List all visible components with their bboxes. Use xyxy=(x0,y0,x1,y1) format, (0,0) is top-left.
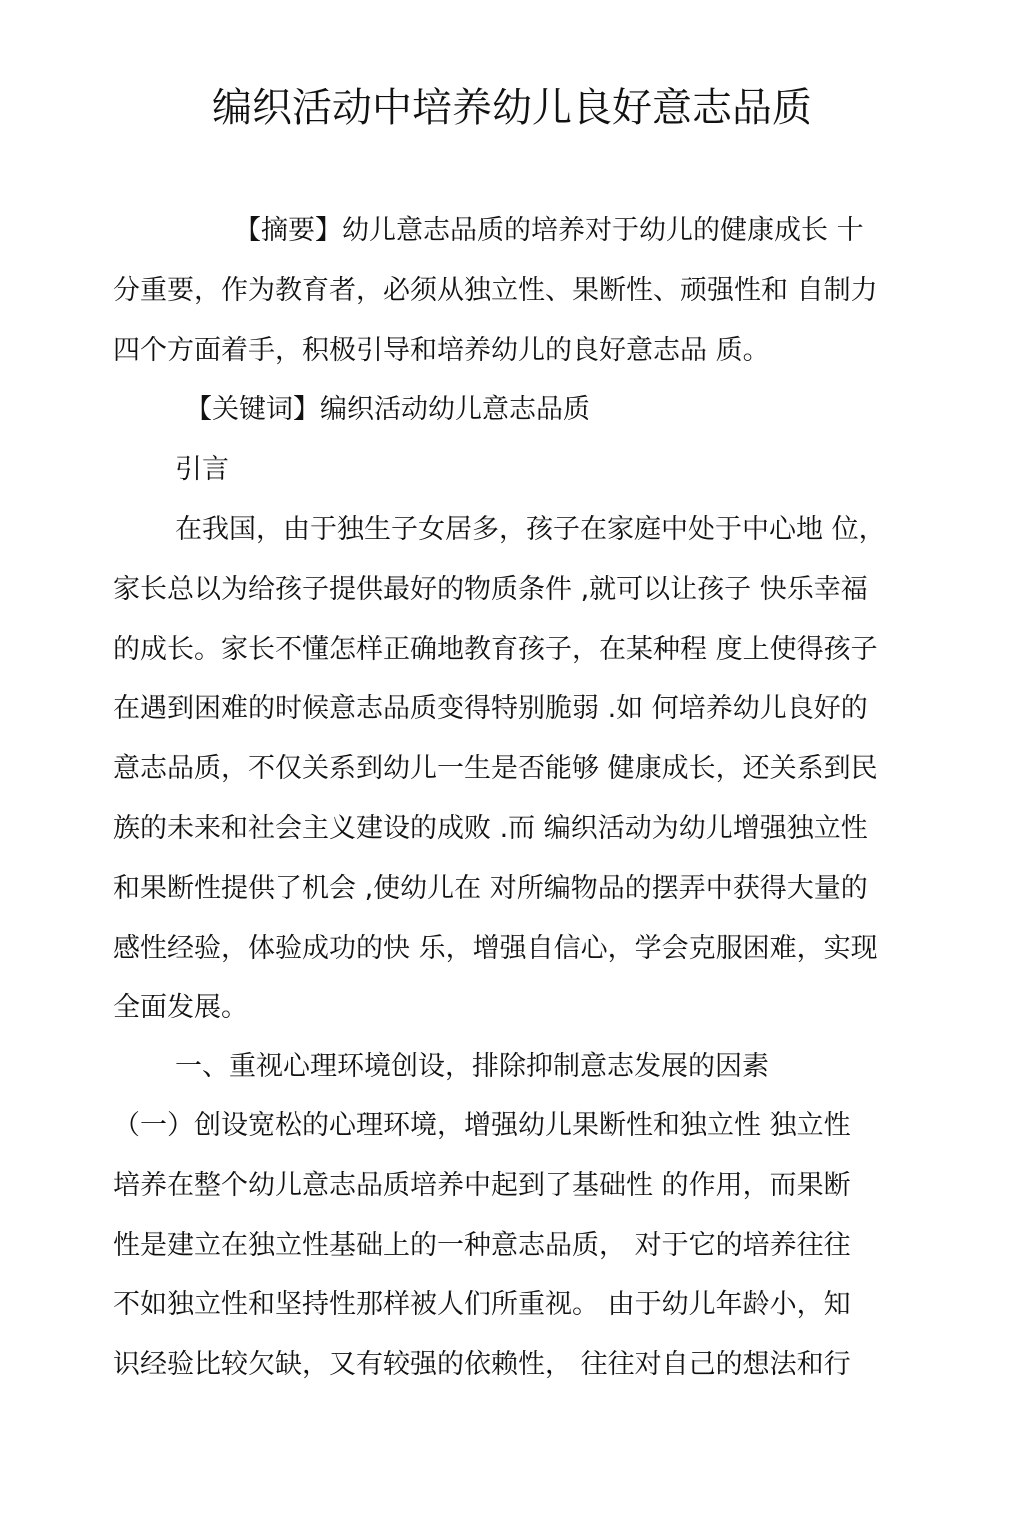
document-title: 编织活动中培养幼儿良好意志品质 xyxy=(212,85,812,131)
intro-heading xyxy=(113,440,918,500)
intro-line: 在我国，由于独生子女居多，孩子在家庭中处于中心地 位， xyxy=(175,514,886,545)
keywords-paragraph xyxy=(113,380,918,440)
intro-line: 族的未来和社会主义建设的成败 .而 编织活动为幼儿增强独立性 xyxy=(113,812,868,844)
section-line: 培养在整个幼儿意志品质培养中起到了基础性 的作用，而果断 xyxy=(113,1169,851,1201)
intro-paragraph xyxy=(113,500,918,1038)
intro-line: 在遇到困难的时候意志品质变得特别脆弱 .如 何培养幼儿良好的 xyxy=(113,693,868,725)
intro-line: 感性经验，体验成功的快 乐，增强自信心，学会克服困难，实现 xyxy=(113,932,878,964)
section-line: （一）创设宽松的心理环境，增强幼儿果断性和独立性 独立性 xyxy=(113,1110,851,1141)
intro-line: 意志品质，不仅关系到幼儿一生是否能够 健康成长，还关系到民 xyxy=(113,753,878,785)
abstract-line: 四个方面着手，积极引导和培养幼儿的良好意志品 质。 xyxy=(113,334,770,366)
keywords-line: 【关键词】编织活动幼儿意志品质 xyxy=(185,394,590,425)
section-line: 性是建立在独立性基础上的一种意志品质， 对于它的培养往往 xyxy=(113,1229,851,1261)
section-line: 识经验比较欠缺，又有较强的依赖性， 往往对自己的想法和行 xyxy=(113,1349,851,1381)
section-heading-text: 一、重视心理环境创设，排除抑制意志发展的因素 xyxy=(175,1051,769,1082)
intro-line: 全面发展。 xyxy=(113,992,248,1024)
abstract-line: 【摘要】幼儿意志品质的培养对于幼儿的健康成长 十 xyxy=(234,215,864,246)
intro-line: 和果断性提供了机会 ,使幼儿在 对所编物品的摆弄中获得大量的 xyxy=(113,872,868,904)
section-paragraph xyxy=(113,1096,918,1395)
intro-line: 的成长。家长不懂怎样正确地教育孩子，在某种程 度上使得孩子 xyxy=(113,633,878,665)
abstract-line: 分重要，作为教育者，必须从独立性、果断性、顽强性和 自制力 xyxy=(113,274,878,306)
section-heading xyxy=(113,1037,918,1097)
intro-line: 家长总以为给孩子提供最好的物质条件 ,就可以让孩子 快乐幸福 xyxy=(113,573,868,605)
intro-heading-text: 引言 xyxy=(175,454,229,485)
abstract-paragraph xyxy=(113,201,918,380)
section-line: 不如独立性和坚持性那样被人们所重视。 由于幼儿年龄小，知 xyxy=(113,1289,851,1321)
